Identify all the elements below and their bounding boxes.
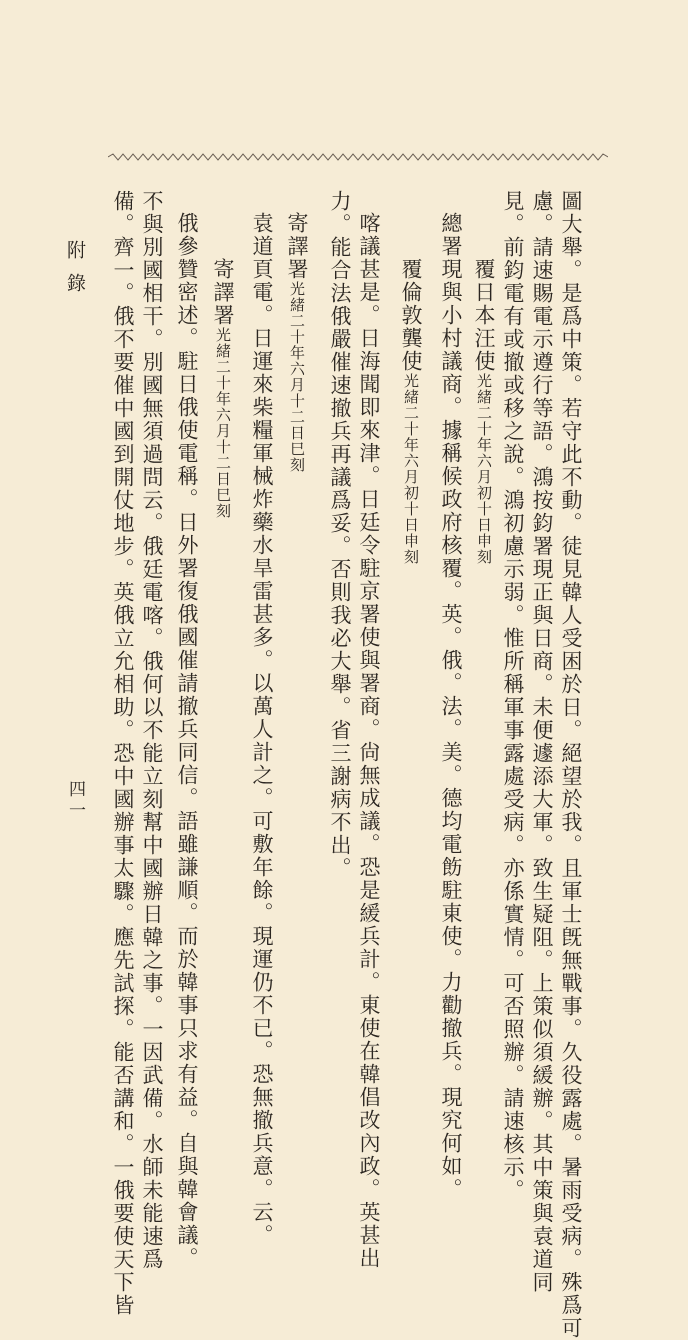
heading-title: 寄譯署: [285, 212, 309, 281]
text-column: 圖大舉。是爲中策。若守此不動。徒見韓人受困於日。絕望於我。且軍士旣無戰事。久役露處。暑雨受病。殊爲可: [559, 190, 583, 1340]
text-column: 見。前鈞電有或撤或移之說。鴻初慮示弱。惟所稱軍事露處受病。亦係實情。可否照辦。請速核示。: [501, 190, 525, 1202]
text-column: 喀議甚是。日海聞即來津。日廷令駐京署使與署商。尙無成議。恐是緩兵計。東使在韓倡改內政。英甚出: [357, 212, 381, 1270]
decorative-wavy-rule: [108, 150, 608, 164]
heading-date: 光緒二十年六月初十日申刻: [402, 373, 420, 565]
text-column: 不與別國相干。別國無須過問云。俄廷電喀。俄何以不能立刻幫中國辦日韓之事。一因武備。水師未能速爲: [140, 190, 164, 1271]
heading-date: 光緒二十年六月十二日巳刻: [288, 281, 306, 473]
heading-title: 覆倫敦龔使: [399, 258, 423, 373]
heading-date: 光緒二十年六月初十日申刻: [475, 373, 493, 565]
section-title: 附錄: [64, 240, 86, 306]
page-number: 四一: [65, 780, 85, 822]
text-column: 俄參贊密述。駐日俄使電稱。日外署復俄國催請撤兵同信。語雖謙順。而於韓事只求有益。自與韓會議。: [175, 212, 199, 1270]
text-column: 慮。請速賜電示遵行等語。鴻按鈞署現正與日商。未便遽添大軍。致生疑阻。上策似須緩辦。其中策與袁道同: [530, 190, 554, 1294]
heading-title: 覆日本汪使: [472, 258, 496, 373]
section-heading: [212, 258, 233, 519]
heading-date: 光緒二十年六月十二日巳刻: [214, 327, 232, 519]
text-column: 總署現與小村議商。據稱候政府核覆。英。俄。法。美。德均電飭駐東使。力勸撤兵。現究何如。: [439, 212, 463, 1201]
heading-title: 寄譯署: [211, 258, 235, 327]
section-heading: [473, 258, 494, 565]
text-column: 袁道頁電。日運來柴糧軍械炸藥水旱雷甚多。以萬人計之。可敷年餘。現運仍不已。恐無撤兵意。云。: [250, 212, 274, 1247]
text-column: 力。能合法俄嚴催速撤兵再議爲妥。否則我必大舉。省三謝病不出。: [328, 190, 352, 880]
section-heading: [286, 212, 307, 473]
section-heading: [400, 258, 421, 565]
text-column: 備。齊一。俄不要催中國到開仗地步。英俄立允相助。恐中國辦事太驟。應先試探。能否講和。一俄要使天下皆: [111, 190, 135, 1317]
